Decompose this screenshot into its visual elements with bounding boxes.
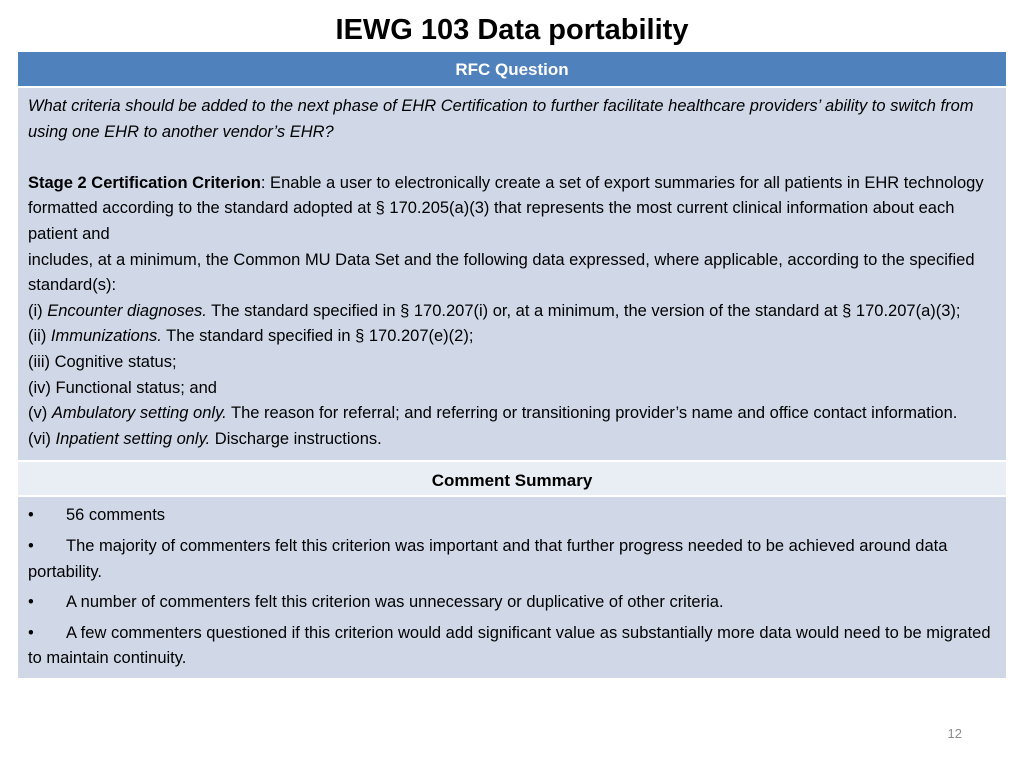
bullet-icon: • xyxy=(28,593,34,612)
rfc-table xyxy=(18,52,1006,678)
summary-list-item xyxy=(28,503,996,529)
criterion-item-prefix: (v) xyxy=(28,404,52,423)
summary-item-text: A number of commenters felt this criterion was unnecessary or duplicative of other criteria. xyxy=(66,593,724,612)
bullet-icon: • xyxy=(28,623,34,642)
page-number: 12 xyxy=(947,726,962,741)
criterion-item-prefix: (i) xyxy=(28,301,48,320)
criterion-item xyxy=(28,401,996,427)
summary-item-text: 56 comments xyxy=(66,506,166,525)
criterion-item-text: Discharge instructions. xyxy=(210,429,382,448)
criterion-item-text: The standard specified in § 170.207(e)(2); xyxy=(161,327,474,346)
criterion-intro-continued: includes, at a minimum, the Common MU Data Set and the following data expressed, where applicable, according to the specified standard(s): xyxy=(28,250,975,295)
bullet-icon: • xyxy=(28,506,34,525)
rfc-question-text: What criteria should be added to the next phase of EHR Certification to further facilitate healthcare providers’ ability to switch from using one EHR to another vendor’s EHR? xyxy=(28,97,974,141)
comment-summary-header: Comment Summary xyxy=(18,460,1006,497)
criterion-item xyxy=(28,427,996,453)
criterion-item xyxy=(28,376,996,402)
criterion-intro-text: : Enable a user to electronically create a set of export summaries for all patients in EHR technology formatted according to the standard adopted at § 170.205(a)(3) that represents the most current clinical information about each patient and xyxy=(28,173,984,243)
criterion-item-prefix: (iv) Functional status; and xyxy=(28,378,217,397)
slide-title: IEWG 103 Data portability xyxy=(335,14,689,46)
criterion-item-text: The standard specified in § 170.207(i) or, at a minimum, the version of the standard at § 170.207(a)(3); xyxy=(206,301,961,320)
summary-list-item xyxy=(28,534,996,585)
criterion-item xyxy=(28,350,996,376)
criterion-item xyxy=(28,324,996,350)
criterion-item-prefix: (iii) Cognitive status; xyxy=(28,352,177,371)
criterion-item-emphasis: Inpatient setting only. xyxy=(55,429,211,448)
criterion-item-emphasis: Immunizations. xyxy=(50,327,162,346)
criterion-item-prefix: (vi) xyxy=(28,429,56,448)
criterion-intro xyxy=(28,171,996,248)
criterion-item-prefix: (ii) xyxy=(28,327,51,346)
criterion-item xyxy=(28,299,996,325)
bullet-icon: • xyxy=(28,536,34,555)
summary-list-item xyxy=(28,590,996,616)
criterion-item-text: The reason for referral; and referring or transitioning provider’s name and office contact information. xyxy=(226,404,958,423)
criterion-label: Stage 2 Certification Criterion xyxy=(28,173,261,192)
rfc-question-header: RFC Question xyxy=(18,52,1006,88)
summary-list-item xyxy=(28,621,996,672)
spacer xyxy=(28,145,996,171)
summary-item-text: The majority of commenters felt this criterion was important and that further progress needed to be achieved around data portability. xyxy=(28,536,948,581)
criterion-item-emphasis: Encounter diagnoses. xyxy=(47,301,207,320)
comment-summary-cell xyxy=(18,497,1006,678)
summary-item-text: A few commenters questioned if this criterion would add significant value as substantially more data would need to be migrated to maintain continuity. xyxy=(28,623,991,668)
rfc-question-cell xyxy=(18,88,1006,460)
criterion-item-emphasis: Ambulatory setting only. xyxy=(51,404,227,423)
